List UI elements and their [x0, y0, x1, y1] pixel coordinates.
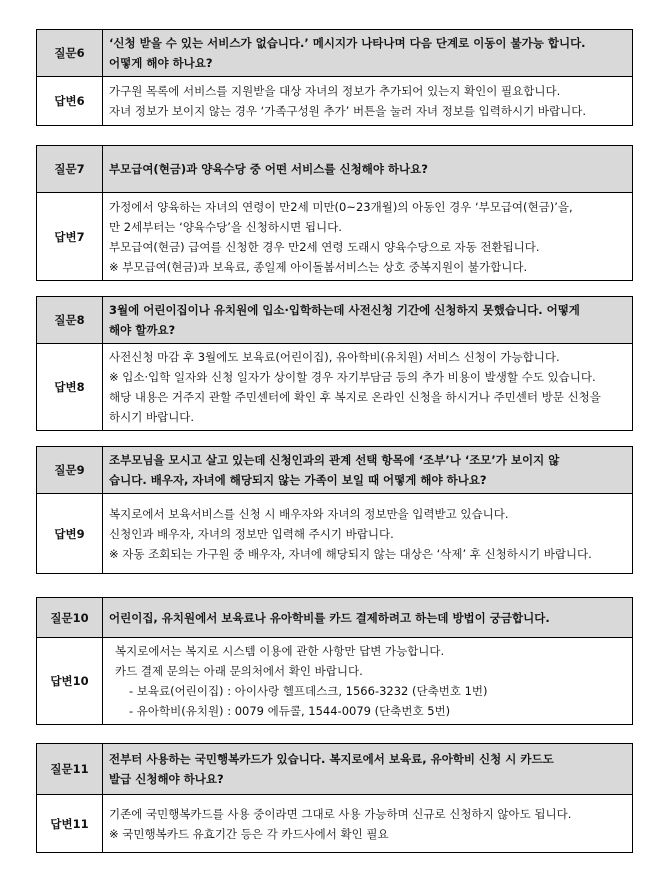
question-line: ‘신청 받을 수 있는 서비스가 없습니다.’ 메시지가 나타나며 다음 단계로 이동이 불가능 합니다.: [109, 36, 586, 50]
answer-line: ※ 국민행복카드 유효기간 등은 각 카드사에서 확인 필요: [109, 826, 389, 841]
question-line: 조부모님을 모시고 살고 있는데 신청인과의 관계 선택 항목에 ‘조부’나 ‘조모’가 보이지 않: [109, 453, 560, 467]
question-label: 질문9: [37, 447, 103, 494]
answer-line: 복지로에서 보육서비스를 신청 시 배우자와 자녀의 정보만을 입력받고 있습니다.: [109, 506, 509, 521]
answer-label: 답변6: [37, 77, 103, 126]
answer-line: 자녀 정보가 보이지 않는 경우 ‘가족구성원 추가’ 버튼을 눌러 자녀 정보를 입력하시기 바랍니다.: [109, 104, 586, 118]
answer-line: 신청인과 배우자, 자녀의 정보만 입력해 주시기 바랍니다.: [109, 526, 394, 541]
answer-line: 부모급여(현금) 급여를 신청한 경우 만2세 연령 도래시 양육수당으로 자동 전환됩니다.: [109, 239, 540, 254]
answer-line: 하시기 바랍니다.: [109, 410, 195, 424]
qa-table-10: [36, 597, 633, 725]
question-label: 질문11: [37, 744, 103, 795]
question-label: 질문8: [37, 297, 103, 344]
question-line: 3월에 어린이집이나 유치원에 입소·입학하는데 사전신청 기간에 신청하지 못했습니다. 어떻게: [109, 303, 580, 317]
answer-label: 답변10: [37, 638, 103, 725]
answer-line: 복지로에서는 복지로 시스템 이용에 관한 사항만 답변 가능합니다.: [115, 644, 445, 658]
answer-text: [103, 638, 633, 725]
qa-table-9: [36, 446, 633, 574]
question-line: 발급 신청해야 하나요?: [109, 772, 224, 786]
question-line: 어린이집, 유치원에서 보육료나 유아학비를 카드 결제하려고 하는데 방법이 궁금합니다.: [109, 610, 550, 625]
question-text: [103, 447, 633, 494]
answer-line: 기존에 국민행복카드를 사용 중이라면 그대로 사용 가능하며 신규로 신청하지 않아도 됩니다.: [109, 806, 572, 821]
question-text: [103, 30, 633, 77]
answer-line: - 유아학비(유치원) : 0079 에듀콜, 1544-0079 (단축번호 5번): [129, 704, 451, 718]
answer-label: 답변11: [37, 795, 103, 853]
answer-label: 답변9: [37, 494, 103, 574]
question-line: 해야 할까요?: [109, 323, 176, 337]
answer-text: [103, 77, 633, 126]
answer-text: [103, 344, 633, 431]
answer-label: 답변7: [37, 193, 103, 281]
answer-line: ※ 자동 조회되는 가구원 중 배우자, 자녀에 해당되지 않는 대상은 ‘삭제’ 후 신청하시기 바랍니다.: [109, 546, 592, 561]
question-text: [103, 744, 633, 795]
question-line: 어떻게 해야 하나요?: [109, 56, 213, 70]
qa-table-8: [36, 296, 633, 431]
qa-table-11: [36, 743, 633, 853]
answer-line: 가정에서 양육하는 자녀의 연령이 만2세 미만(0~23개월)의 아동인 경우 ‘부모급여(현금)’을,: [109, 199, 573, 214]
question-text: [103, 146, 633, 193]
answer-line: 카드 결제 문의는 아래 문의처에서 확인 바랍니다.: [115, 664, 363, 678]
question-line: 부모급여(현금)과 양육수당 중 어떤 서비스를 신청해야 하나요?: [109, 162, 428, 176]
answer-line: 해당 내용은 거주지 관할 주민센터에 확인 후 복지로 온라인 신청을 하시거나 주민센터 방문 신청을: [109, 390, 601, 404]
question-label: 질문6: [37, 30, 103, 77]
qa-table-6: [36, 29, 633, 126]
answer-line: ※ 입소·입학 일자와 신청 일자가 상이할 경우 자기부담금 등의 추가 비용이 발생할 수도 있습니다.: [109, 370, 596, 384]
answer-line: 사전신청 마감 후 3월에도 보육료(어린이집), 유아학비(유치원) 서비스 신청이 가능합니다.: [109, 350, 560, 364]
answer-text: [103, 494, 633, 574]
question-label: 질문7: [37, 146, 103, 193]
question-line: 습니다. 배우자, 자녀에 해당되지 않는 가족이 보일 때 어떻게 해야 하나요?: [109, 473, 487, 487]
question-text: [103, 598, 633, 638]
answer-line: 가구원 목록에 서비스를 지원받을 대상 자녀의 정보가 추가되어 있는지 확인이 필요합니다.: [109, 84, 561, 98]
qa-table-7: [36, 145, 633, 281]
answer-line: 만 2세부터는 ‘양육수당’을 신청하시면 됩니다.: [109, 219, 342, 234]
answer-line: - 보육료(어린이집) : 아이사랑 헬프데스크, 1566-3232 (단축번호 1번): [129, 684, 488, 698]
answer-text: [103, 193, 633, 281]
question-label: 질문10: [37, 598, 103, 638]
question-text: [103, 297, 633, 344]
answer-line: ※ 부모급여(현금)과 보육료, 종일제 아이돌봄서비스는 상호 중복지원이 불가합니다.: [109, 259, 528, 274]
question-line: 전부터 사용하는 국민행복카드가 있습니다. 복지로에서 보육료, 유아학비 신청 시 카드도: [109, 752, 554, 766]
answer-text: [103, 795, 633, 853]
answer-label: 답변8: [37, 344, 103, 431]
